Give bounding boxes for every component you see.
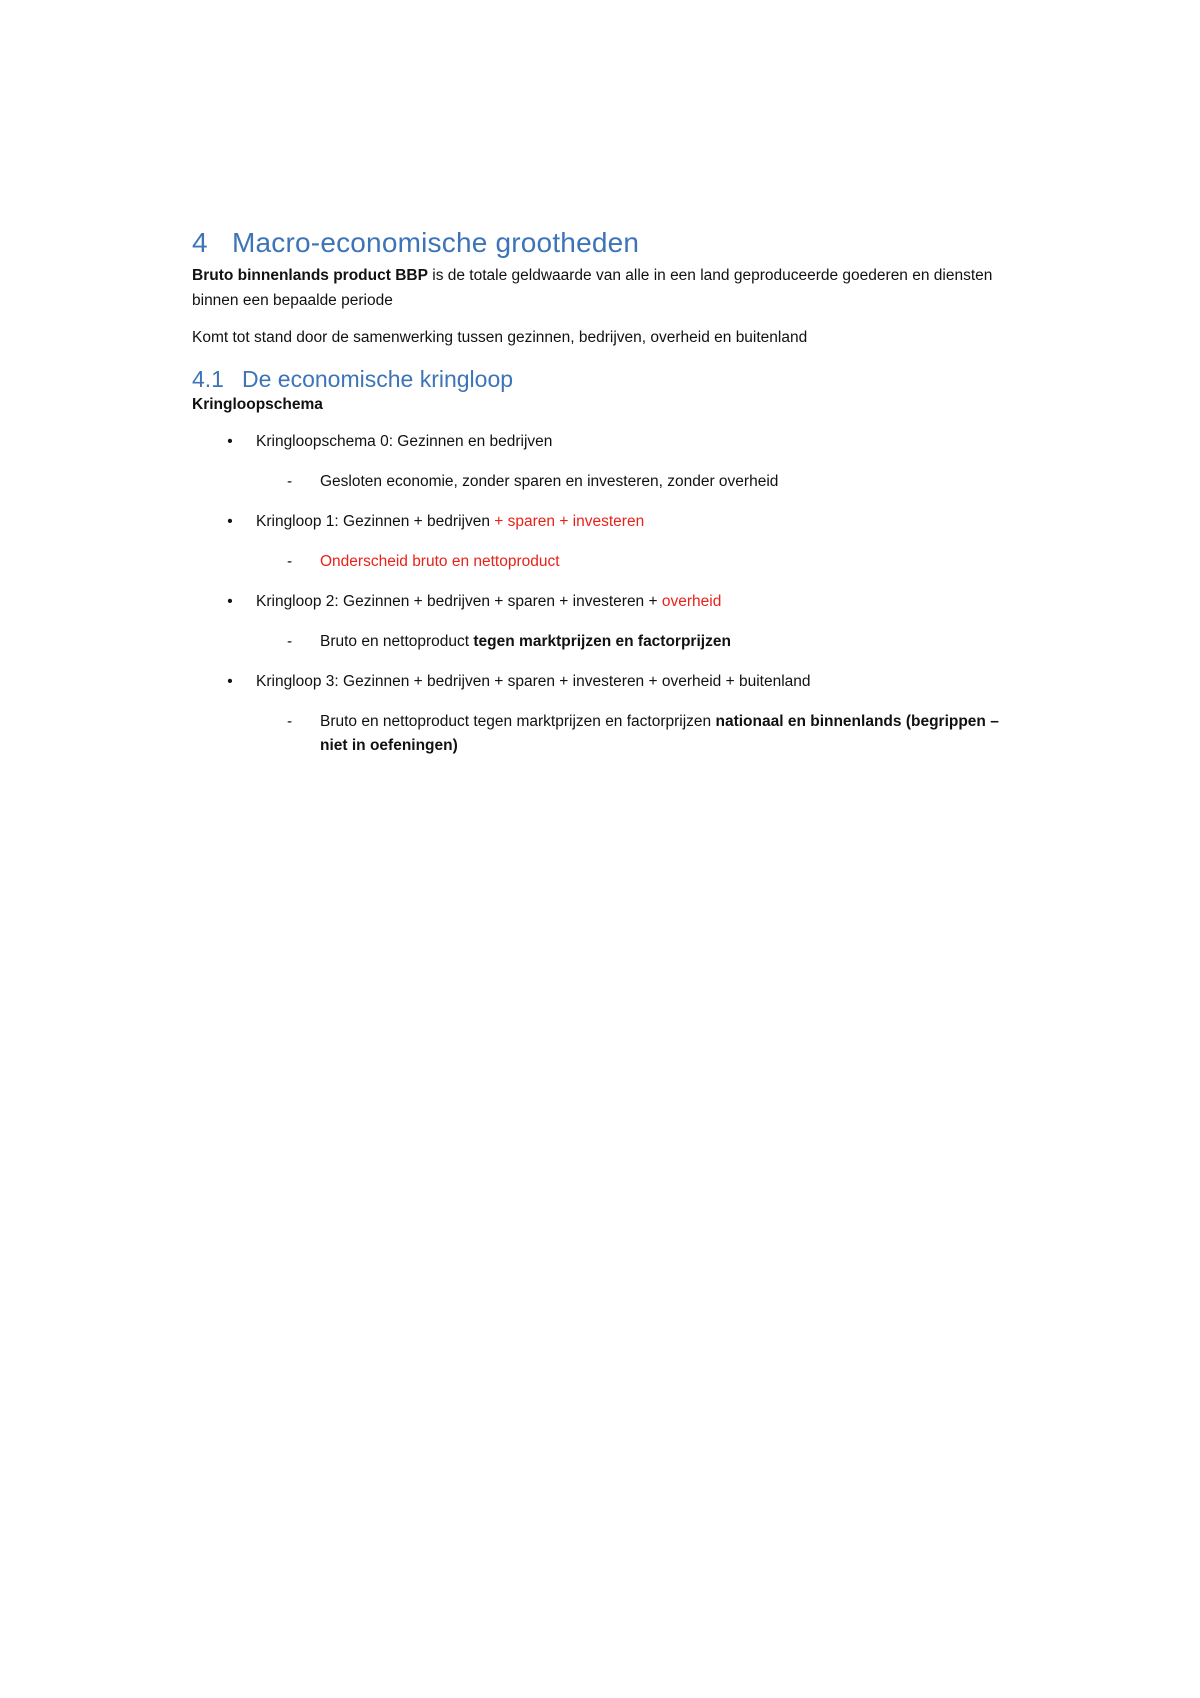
subheading-kringloopschema: Kringloopschema xyxy=(192,396,323,413)
dash-icon: - xyxy=(287,713,293,730)
heading-1-title: Macro-economische grootheden xyxy=(232,227,640,258)
sub-list-item-bold: nationaal en binnenlands (begrippen – niet in oefeningen) xyxy=(320,713,999,754)
sub-list xyxy=(256,710,1012,758)
list-item-text: Kringloop 1: Gezinnen + bedrijven xyxy=(256,513,495,530)
sub-list-item xyxy=(256,470,1012,494)
bullet-icon: • xyxy=(227,513,233,530)
list-item-highlight: + sparen + investeren xyxy=(494,513,645,530)
kringloop-list xyxy=(192,430,1012,758)
bullet-icon: • xyxy=(227,433,233,450)
list-item xyxy=(192,510,1012,574)
sub-list-item xyxy=(256,710,1012,758)
heading-1 xyxy=(192,225,1012,261)
heading-1-number: 4 xyxy=(192,227,208,258)
bbp-definition xyxy=(192,263,1012,313)
sub-list-item-text: Bruto en nettoproduct tegen marktprijzen en factorprijzen xyxy=(320,713,716,730)
dash-icon: - xyxy=(287,473,293,490)
bbp-definition-text: is de totale geldwaarde van alle in een land geproduceerde goederen en diensten binnen een bepaalde periode xyxy=(192,267,993,309)
sub-list xyxy=(256,470,1012,494)
list-item xyxy=(192,590,1012,654)
sub-list xyxy=(256,550,1012,574)
sub-list-item xyxy=(256,550,1012,574)
dash-icon: - xyxy=(287,553,293,570)
list-item-text: Kringloopschema 0: Gezinnen en bedrijven xyxy=(256,433,553,450)
list-item-text: Kringloop 3: Gezinnen + bedrijven + sparen + investeren + overheid + buitenland xyxy=(256,673,811,690)
sub-list-item-highlight: Onderscheid bruto en nettoproduct xyxy=(320,553,560,570)
page-content xyxy=(192,225,1012,774)
heading-2-title: De economische kringloop xyxy=(242,366,514,392)
bbp-term: Bruto binnenlands product BBP xyxy=(192,267,428,284)
sub-list-item-text: Gesloten economie, zonder sparen en investeren, zonder overheid xyxy=(320,473,779,490)
dash-icon: - xyxy=(287,633,293,650)
list-item-text: Kringloop 2: Gezinnen + bedrijven + sparen + investeren + xyxy=(256,593,662,610)
bbp-formation: Komt tot stand door de samenwerking tussen gezinnen, bedrijven, overheid en buitenland xyxy=(192,329,808,346)
bullet-icon: • xyxy=(227,673,233,690)
sub-list-item xyxy=(256,630,1012,654)
sub-list xyxy=(256,630,1012,654)
list-item xyxy=(192,670,1012,758)
heading-2-number: 4.1 xyxy=(192,366,224,392)
bullet-icon: • xyxy=(227,593,233,610)
list-item-highlight: overheid xyxy=(661,593,722,610)
list-item xyxy=(192,430,1012,494)
sub-list-item-text: Bruto en nettoproduct xyxy=(320,633,474,650)
sub-list-item-bold: tegen marktprijzen en factorprijzen xyxy=(473,633,731,650)
heading-2 xyxy=(192,364,1012,394)
